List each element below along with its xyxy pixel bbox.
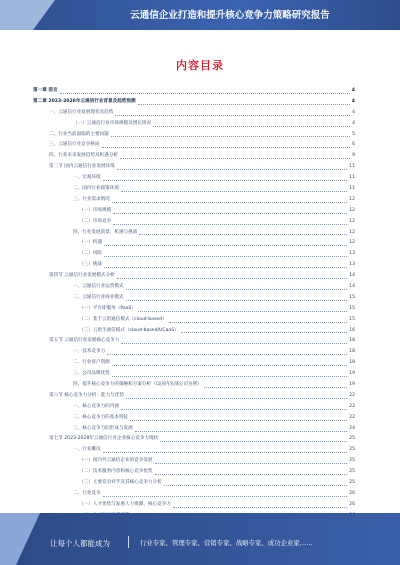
- toc-entry[interactable]: [33, 130, 355, 141]
- toc-entry[interactable]: [33, 206, 355, 217]
- toc-entry-title: 一、云通信行业运营模式: [73, 284, 124, 290]
- toc-entry[interactable]: [33, 162, 355, 173]
- toc-entry-title: （二）风险: [79, 251, 102, 257]
- footer-divider: [128, 536, 129, 548]
- toc-page-number: 25: [349, 480, 355, 486]
- toc-dot-leader: [115, 114, 350, 116]
- toc-dot-leader: [111, 135, 350, 137]
- toc-dot-leader: [113, 212, 347, 214]
- toc-dot-leader: [181, 331, 347, 333]
- toc-entry-title: （三）主要竞争对手及其核心竞争力分析: [79, 480, 162, 486]
- toc-dot-leader: [113, 223, 347, 225]
- toc-page-number: 14: [349, 273, 355, 279]
- toc-entry[interactable]: [33, 140, 355, 151]
- toc-entry-title: （一）云通信行业市场规模及增长情况: [73, 120, 152, 126]
- toc-page-number: 12: [349, 229, 355, 235]
- toc-dot-leader: [126, 397, 347, 399]
- toc-entry[interactable]: [33, 228, 355, 239]
- toc-page-number: 25: [349, 458, 355, 464]
- toc-dot-leader: [204, 386, 348, 388]
- toc-entry-title: 二、核心竞争力的基本特征: [73, 414, 129, 420]
- toc-entry-title: 三、云通信行业竞争格局: [49, 142, 100, 148]
- toc-entry[interactable]: [33, 347, 355, 358]
- toc-dot-leader: [138, 103, 350, 105]
- toc-entry[interactable]: [33, 238, 355, 249]
- toc-page-number: 13: [349, 262, 355, 268]
- toc-page-number: 4: [352, 109, 355, 115]
- toc-entry[interactable]: [33, 478, 355, 489]
- toc-dot-leader: [104, 244, 347, 246]
- toc-entry[interactable]: [33, 402, 355, 413]
- toc-entry[interactable]: [33, 184, 355, 195]
- toc-page-number: 15: [349, 294, 355, 300]
- toc-page-number: 19: [349, 382, 355, 388]
- toc-page-number: 26: [349, 501, 355, 507]
- toc-entry[interactable]: [33, 391, 355, 402]
- toc-page-number: 12: [349, 218, 355, 224]
- toc-page-number: 11: [349, 186, 355, 191]
- toc-entry[interactable]: [33, 271, 355, 282]
- toc-entry-title: 二、行业竞争: [73, 490, 101, 496]
- toc-entry[interactable]: [33, 293, 355, 304]
- toc-page-number: 15: [349, 316, 355, 322]
- toc-dot-leader: [117, 168, 347, 170]
- toc-entry-title: 一、核心竞争力的内涵: [73, 403, 119, 409]
- toc-page-number: 5: [352, 131, 355, 137]
- toc-dot-leader: [126, 299, 348, 301]
- toc-entry-title: 二、国内行业政策环境: [73, 186, 119, 191]
- toc-entry[interactable]: [33, 315, 355, 326]
- toc-entry-title: 第五节 云通信行业发展核心竞争力: [49, 338, 120, 344]
- toc-entry[interactable]: [33, 467, 355, 478]
- toc-entry-title: 一、宏观环境: [73, 175, 101, 181]
- toc-dot-leader: [107, 353, 347, 355]
- toc-entry-title: （二）基于云的通信模式（cloud-based）: [79, 316, 167, 322]
- toc-dot-leader: [120, 157, 350, 159]
- toc-page-number: 14: [349, 284, 355, 290]
- toc-entry[interactable]: [33, 326, 355, 337]
- toc-entry-title: （三）云原生通信模式（cloud-based/UCaaS）: [79, 327, 179, 333]
- toc-dot-leader: [169, 321, 347, 323]
- toc-entry[interactable]: [33, 304, 355, 315]
- toc-entry-title: 第二章 2023-2028年云通信行业背景及趋势预测: [33, 98, 136, 104]
- toc-entry-title: 三、公司品牌优势: [73, 371, 110, 377]
- toc-page-number: 18: [349, 338, 355, 344]
- toc-dot-leader: [112, 364, 347, 366]
- toc-entry[interactable]: [33, 260, 355, 271]
- toc-page-number: 25: [349, 436, 355, 442]
- toc-entry[interactable]: [33, 282, 355, 293]
- toc-page-number: 18: [349, 360, 355, 366]
- toc-page-number: 4: [351, 98, 355, 104]
- report-title: 云通信企业打造和提升核心竞争力策略研究报告: [130, 10, 330, 21]
- toc-entry-title: 四、行业未来发展趋势及机遇分析: [49, 153, 118, 159]
- toc-entry-title: 四、行业发展前景、机遇与挑战: [73, 229, 138, 235]
- toc-entry-title: 二、行业客户资源: [73, 360, 110, 366]
- toc-entry[interactable]: [33, 86, 355, 97]
- toc-page-number: 12: [349, 240, 355, 246]
- toc-dot-leader: [103, 495, 348, 497]
- toc-page-number: 12: [349, 207, 355, 213]
- toc-entry-title: 第一章 前言: [33, 87, 58, 93]
- toc-entry-title: 第七节 2023-2028年云通信行业企业核心竞争力现状: [49, 436, 159, 442]
- toc-entry-title: 一、云通信行业发展现状及趋势: [49, 109, 114, 115]
- toc-entry[interactable]: [33, 108, 355, 119]
- toc-entry[interactable]: [33, 173, 355, 184]
- toc-dot-leader: [121, 190, 347, 192]
- footer-tagline: 行业专家、管理专家、营销专家、战略专家、成功企业家……: [140, 539, 313, 547]
- toc-page-number: 16: [349, 327, 355, 333]
- toc-page-number: 25: [349, 469, 355, 475]
- toc-entry-title: 第六节 核心竞争力分析：能力与优势: [49, 392, 124, 398]
- toc-entry-title: 二、云通信行业商业模式: [73, 294, 124, 300]
- toc-entry[interactable]: [33, 369, 355, 380]
- toc-entry[interactable]: [33, 489, 355, 500]
- toc-dot-leader: [112, 201, 347, 203]
- table-of-contents: [33, 86, 355, 522]
- toc-entry-title: 一、行业概况: [73, 447, 101, 453]
- toc-entry[interactable]: [33, 217, 355, 228]
- toc-entry-title: （一）国内外云通信企业的竞争发展: [79, 458, 153, 464]
- toc-page-number: 22: [349, 403, 355, 409]
- toc-dot-leader: [135, 430, 347, 432]
- toc-entry[interactable]: [33, 445, 355, 456]
- toc-entry-title: （二）市场竞争: [79, 218, 112, 224]
- toc-dot-leader: [138, 310, 347, 312]
- toc-entry[interactable]: [33, 435, 355, 446]
- toc-dot-leader: [153, 125, 350, 127]
- toc-dot-leader: [112, 375, 347, 377]
- footer-slogan: 让每个人都能成为: [50, 539, 110, 548]
- toc-page-number: 15: [349, 305, 355, 311]
- toc-entry-title: 三、行业需求情况: [73, 196, 110, 202]
- toc-page-number: 22: [349, 414, 355, 420]
- toc-dot-leader: [117, 277, 347, 279]
- toc-entry-title: （一）人才优势与发展人力资源、核心竞争力: [79, 501, 171, 507]
- toc-dot-leader: [126, 288, 348, 290]
- toc-entry-title: 一、技术竞争力: [73, 349, 106, 355]
- toc-dot-leader: [155, 473, 348, 475]
- toc-page-number: 18: [349, 349, 355, 355]
- toc-entry[interactable]: [33, 97, 355, 108]
- toc-dot-leader: [121, 408, 347, 410]
- toc-dot-leader: [104, 266, 347, 268]
- toc-entry-title: 三、核心竞争力的形成与发展: [73, 425, 133, 431]
- toc-entry[interactable]: [33, 249, 355, 260]
- toc-page-number: 26: [349, 490, 355, 496]
- toc-entry-title: （二）技术服务内容和核心竞争优势: [79, 469, 153, 475]
- toc-page-number: 19: [349, 371, 355, 377]
- toc-dot-leader: [164, 484, 347, 486]
- toc-entry[interactable]: [33, 424, 355, 435]
- toc-entry[interactable]: [33, 119, 355, 130]
- toc-entry[interactable]: [33, 195, 355, 206]
- toc-page-number: 11: [349, 175, 355, 181]
- toc-entry-title: 第四节 云通信行业发展模式分析: [49, 273, 115, 279]
- toc-dot-leader: [60, 92, 350, 94]
- toc-page-number: 22: [349, 392, 355, 398]
- toc-entry[interactable]: [33, 336, 355, 347]
- toc-dot-leader: [173, 506, 347, 508]
- toc-dot-leader: [103, 451, 348, 453]
- toc-page-number: 25: [349, 447, 355, 453]
- toc-page-number: 6: [352, 142, 355, 148]
- toc-page-number: 4: [351, 87, 355, 93]
- toc-dot-leader: [102, 146, 351, 148]
- toc-dot-leader: [139, 233, 347, 235]
- toc-entry-title: （三）挑战: [79, 262, 102, 268]
- toc-dot-leader: [121, 342, 347, 344]
- toc-page-number: 12: [349, 196, 355, 202]
- toc-page-number: 11: [349, 164, 355, 170]
- toc-entry-title: （一）平台即服务（PaaS）: [79, 305, 137, 311]
- toc-entry[interactable]: [33, 358, 355, 369]
- toc-page-number: 13: [349, 251, 355, 257]
- toc-entry[interactable]: [33, 500, 355, 511]
- toc-entry-title: 二、行业当前面临的主要问题: [49, 131, 109, 137]
- toc-entry-title: （一）机遇: [79, 240, 102, 246]
- toc-entry[interactable]: [33, 380, 355, 391]
- toc-entry[interactable]: [33, 413, 355, 424]
- toc-entry-title: 第三节 国内云通信行业发展环境: [49, 164, 115, 170]
- toc-page-number: 4: [352, 120, 355, 126]
- toc-entry-title: （一）市场规模: [79, 207, 112, 213]
- toc-entry[interactable]: [33, 151, 355, 162]
- toc-dot-leader: [130, 419, 347, 421]
- toc-page-number: 9: [352, 153, 355, 159]
- toc-entry-title: 四、提升核心竞争力的策略和方案分析（以国内头部公司为例）: [73, 382, 202, 388]
- toc-page-number: 24: [349, 425, 355, 431]
- toc-dot-leader: [160, 440, 347, 442]
- toc-dot-leader: [104, 255, 347, 257]
- toc-dot-leader: [103, 179, 348, 181]
- toc-entry[interactable]: [33, 456, 355, 467]
- toc-dot-leader: [155, 462, 348, 464]
- toc-heading: 内容目录: [176, 59, 224, 72]
